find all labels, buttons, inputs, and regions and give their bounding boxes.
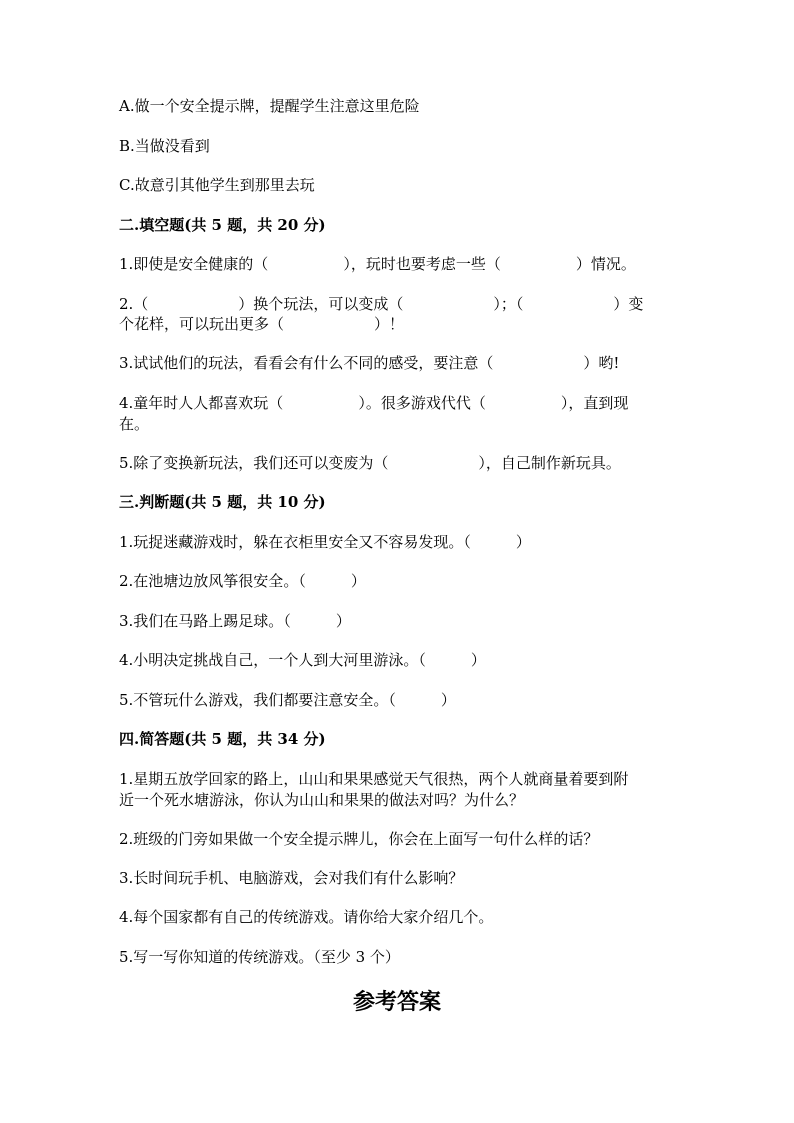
answers-title: 参考答案: [352, 989, 441, 1015]
short-answer-question-1-line-1: 1.星期五放学回家的路上，山山和果果感觉天气很热，两个人就商量着要到附: [119, 770, 629, 788]
option-b: B.当做没看到: [119, 137, 210, 155]
fill-blank-question-4-line-1: 4.童年时人人都喜欢玩（ ）。很多游戏代代（ ），直到现: [119, 394, 629, 412]
fill-blank-question-4-line-2: 在。: [119, 415, 150, 433]
fill-blank-question-2-line-2: 个花样，可以玩出更多（ ）！: [119, 315, 405, 333]
true-false-question-4: 4.小明决定挑战自己，一个人到大河里游泳。（ ）: [119, 651, 486, 669]
option-c: C.故意引其他学生到那里去玩: [119, 176, 315, 194]
short-answer-question-3: 3.长时间玩手机、电脑游戏，会对我们有什么影响？: [119, 869, 464, 887]
section-heading-fill-blank: 二.填空题(共 5 题，共 20 分): [119, 216, 326, 234]
fill-blank-question-5: 5.除了变换新玩法，我们还可以变废为（ ），自己制作新玩具。: [119, 454, 621, 472]
short-answer-question-1-line-2: 近一个死水塘游泳，你认为山山和果果的做法对吗？为什么？: [119, 791, 525, 809]
true-false-question-1: 1.玩捉迷藏游戏时，躲在衣柜里安全又不容易发现。（ ）: [119, 533, 531, 551]
option-a: A.做一个安全提示牌，提醒学生注意这里危险: [119, 97, 420, 115]
true-false-question-3: 3.我们在马路上踢足球。（ ）: [119, 612, 351, 630]
fill-blank-question-1: 1.即使是安全健康的（ ），玩时也要考虑一些（ ）情况。: [119, 255, 636, 273]
short-answer-question-2: 2.班级的门旁如果做一个安全提示牌儿，你会在上面写一句什么样的话？: [119, 830, 599, 848]
true-false-question-2: 2.在池塘边放风筝很安全。（ ）: [119, 572, 366, 590]
fill-blank-question-2-line-1: 2.（ ）换个玩法，可以变成（ ）；（ ）变: [119, 295, 644, 313]
fill-blank-question-3: 3.试试他们的玩法，看看会有什么不同的感受，要注意（ ）哟!: [119, 354, 620, 372]
section-heading-short-answer: 四.简答题(共 5 题，共 34 分): [119, 730, 326, 748]
short-answer-question-4: 4.每个国家都有自己的传统游戏。请你给大家介绍几个。: [119, 908, 494, 926]
short-answer-question-5: 5.写一写你知道的传统游戏。（至少 3 个）: [119, 948, 400, 966]
section-heading-true-false: 三.判断题(共 5 题，共 10 分): [119, 493, 326, 511]
true-false-question-5: 5.不管玩什么游戏，我们都要注意安全。（ ）: [119, 691, 456, 709]
